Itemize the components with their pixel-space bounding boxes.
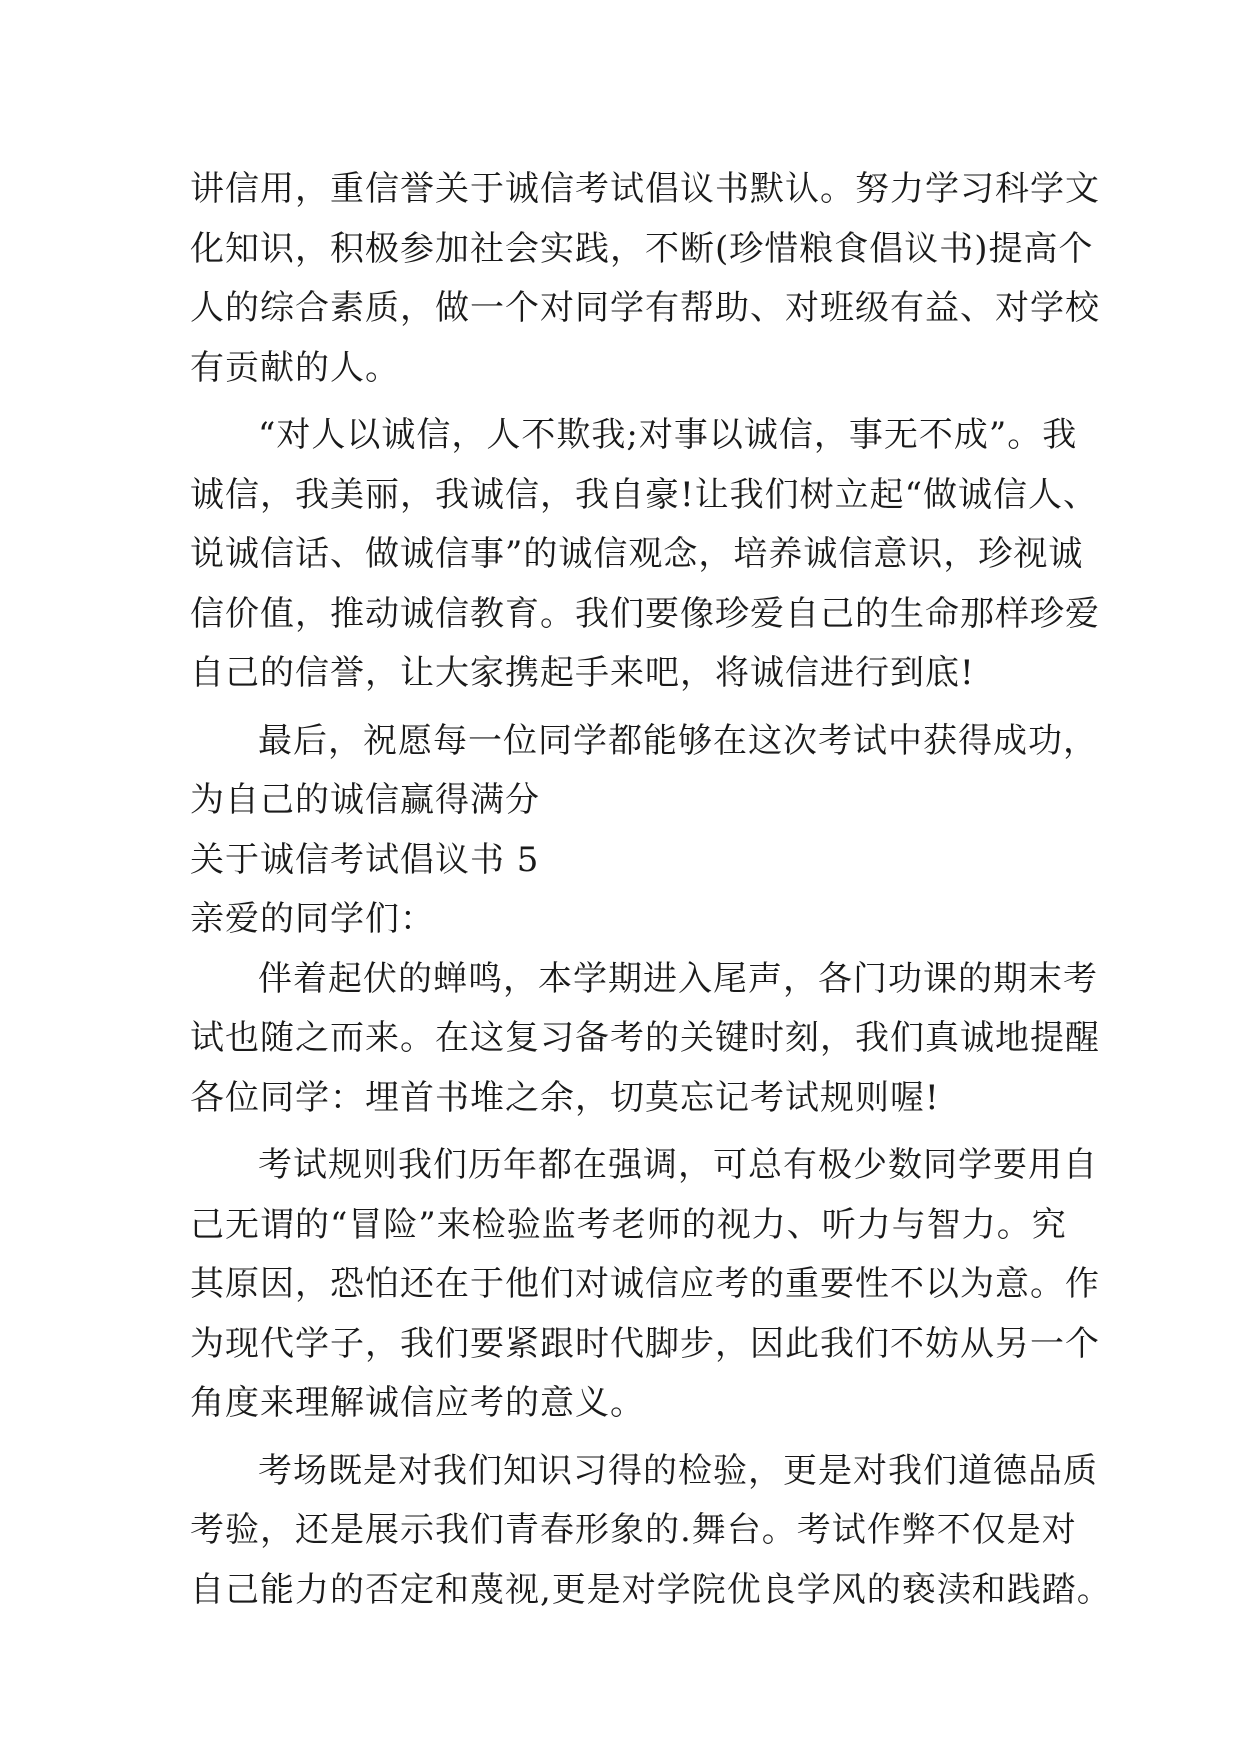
- text-line: 己无谓的“冒险”来检验监考老师的视力、听力与智力。究: [190, 1204, 1067, 1245]
- text-line: 亲爱的同学们：: [190, 899, 435, 939]
- text-line: 关于诚信考试倡议书 5: [190, 839, 540, 880]
- text-line: 其原因，恐怕还在于他们对诚信应考的重要性不以为意。作: [190, 1264, 1100, 1304]
- text-line: 考场既是对我们知识习得的检验，更是对我们道德品质: [258, 1450, 1098, 1491]
- text-line: 为现代学子，我们要紧跟时代脚步，因此我们不妨从另一个: [190, 1323, 1100, 1364]
- text-line: 自己能力的否定和蔑视,更是对学院优良学风的亵渎和践踏。: [190, 1569, 1112, 1610]
- text-line: 诚信，我美丽，我诚信，我自豪!让我们树立起“做诚信人、: [190, 474, 1099, 515]
- document-body: [190, 160, 1112, 1620]
- text-line: 角度来理解诚信应考的意义。: [190, 1383, 645, 1423]
- text-line: 信价值，推动诚信教育。我们要像珍爱自己的生命那样珍爱: [190, 593, 1100, 634]
- text-line: 为自己的诚信赢得满分: [190, 780, 540, 820]
- text-line: 最后，祝愿每一位同学都能够在这次考试中获得成功，: [258, 720, 1098, 761]
- text-line: 伴着起伏的蝉鸣，本学期进入尾声，各门功课的期末考: [258, 958, 1098, 999]
- text-line: 考验，还是展示我们青春形象的.舞台。考试作弊不仅是对: [190, 1510, 1077, 1550]
- text-line: 说诚信话、做诚信事”的诚信观念，培养诚信意识，珍视诚: [190, 534, 1084, 574]
- text-line: “对人以诚信，人不欺我;对事以诚信，事无不成”。我: [258, 415, 1078, 455]
- text-line: 化知识，积极参加社会实践，不断(珍惜粮食倡议书)提高个: [190, 228, 1094, 269]
- text-line: 有贡献的人。: [190, 347, 400, 388]
- text-line: 各位同学：埋首书堆之余，切莫忘记考试规则喔!: [190, 1077, 940, 1118]
- text-line: 人的综合素质，做一个对同学有帮助、对班级有益、对学校: [190, 288, 1100, 328]
- text-line: 自己的信誉，让大家携起手来吧，将诚信进行到底!: [190, 653, 975, 693]
- text-line: 考试规则我们历年都在强调，可总有极少数同学要用自: [258, 1145, 1098, 1185]
- text-line: 讲信用，重信誉关于诚信考试倡议书默认。努力学习科学文: [190, 169, 1100, 209]
- text-line: 试也随之而来。在这复习备考的关键时刻，我们真诚地提醒: [190, 1018, 1100, 1058]
